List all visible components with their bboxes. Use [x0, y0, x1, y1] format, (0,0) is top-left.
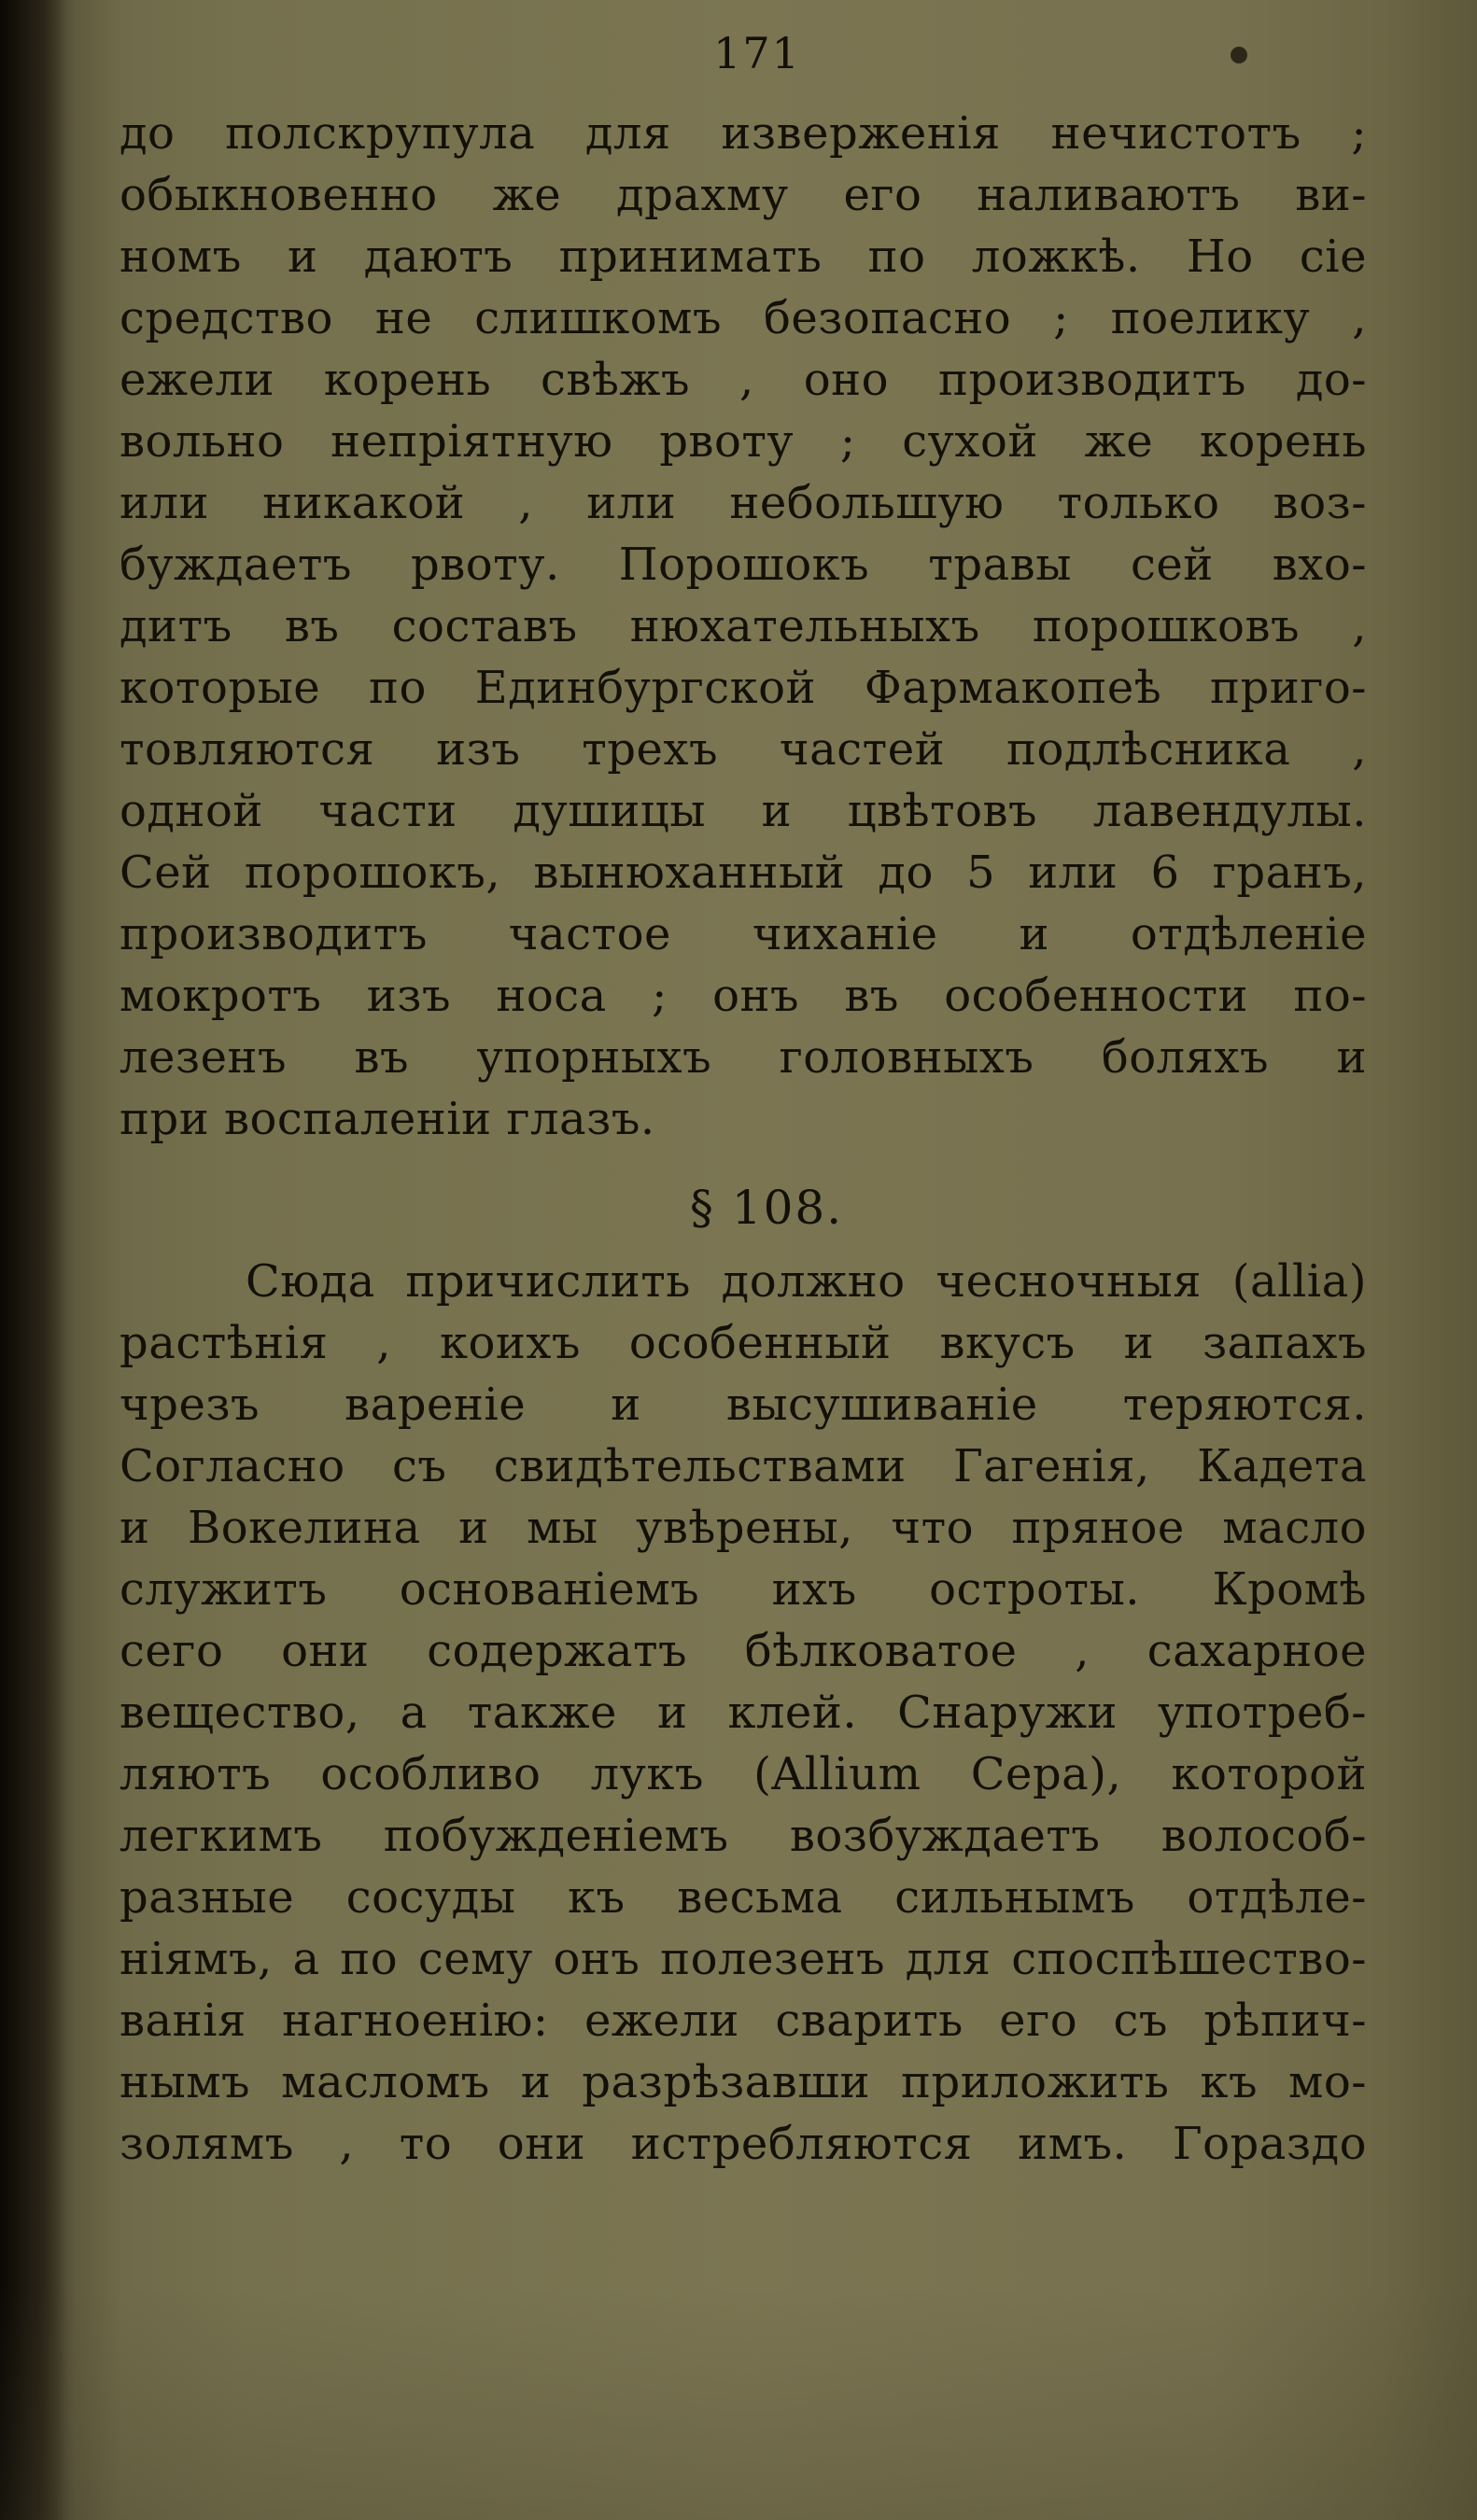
text-line: которые по Единбургской Фармакопеѣ приго- [120, 662, 1367, 714]
paragraph-1 [120, 103, 1367, 1150]
text-line: Сюда причислить должно чесночныя (allia) [246, 1255, 1367, 1308]
text-line: до полскрупула для изверженія нечистотъ ; [120, 107, 1367, 160]
paragraph-2 [120, 1251, 1367, 2175]
text-line: товляются изъ трехъ частей подлѣсника , [120, 723, 1367, 776]
text-line: вещество, а также и клей. Снаружи употреб- [120, 1687, 1367, 1739]
text-line: или никакой , или небольшую только воз- [120, 477, 1367, 529]
text-line: Согласно съ свидѣтельствами Гагенія, Кадета [120, 1440, 1367, 1492]
text-line: буждаетъ рвоту. Порошокъ травы сей вхо- [120, 539, 1367, 591]
text-line: лезенъ въ упорныхъ головныхъ боляхъ и [120, 1031, 1367, 1084]
page-number: 171 [713, 28, 801, 78]
text-line: одной части душицы и цвѣтовъ лавендулы. [120, 785, 1367, 837]
section-heading: § 108. [689, 1181, 844, 1235]
text-line: служитъ основаніемъ ихъ остроты. Кромѣ [120, 1563, 1367, 1616]
text-line: средство не слишкомъ безопасно ; поелику , [120, 292, 1367, 344]
text-line: легкимъ побужденіемъ возбуждаетъ волособ- [120, 1810, 1367, 1862]
text-line: ніямъ, а по сему онъ полезенъ для споспѣшество- [120, 1933, 1367, 1985]
text-line: вольно непріятную рвоту ; сухой же корень [120, 415, 1367, 468]
page-bottom-margin [0, 2287, 1477, 2520]
text-line: ванія нагноенію: ежели сварить его съ рѣпич- [120, 1995, 1367, 2047]
text-line: Сей порошокъ, вынюханный до 5 или 6 гранъ, [120, 847, 1367, 899]
text-line: чрезъ вареніе и высушиваніе теряются. [120, 1379, 1367, 1431]
text-line: сего они содержатъ бѣлковатое , сахарное [120, 1625, 1367, 1677]
text-line: разные сосуды къ весьма сильнымъ отдѣле- [120, 1871, 1367, 1924]
text-line: номъ и даютъ принимать по ложкѣ. Но сіе [120, 231, 1367, 283]
text-line: и Вокелина и мы увѣрены, что пряное масло [120, 1502, 1367, 1554]
text-line: обыкновенно же драхму его наливаютъ ви- [120, 169, 1367, 221]
text-line: растѣнія , коихъ особенный вкусъ и запахъ [120, 1317, 1367, 1369]
text-line: ляютъ особливо лукъ (Allium Cepa), которой [120, 1748, 1367, 1800]
text-line: мокротъ изъ носа ; онъ въ особенности по- [120, 970, 1367, 1022]
text-line: нымъ масломъ и разрѣзавши приложить къ мо- [120, 2056, 1367, 2108]
text-line: золямъ , то они истребляются имъ. Гораздо [120, 2118, 1367, 2170]
text-line: производитъ частое чиханіе и отдѣленіе [120, 908, 1367, 960]
text-line: ежели корень свѣжъ , оно производитъ до- [120, 354, 1367, 406]
text-line: при воспаленіи глазъ. [120, 1093, 655, 1145]
text-line: дитъ въ составъ нюхательныхъ порошковъ , [120, 600, 1367, 652]
